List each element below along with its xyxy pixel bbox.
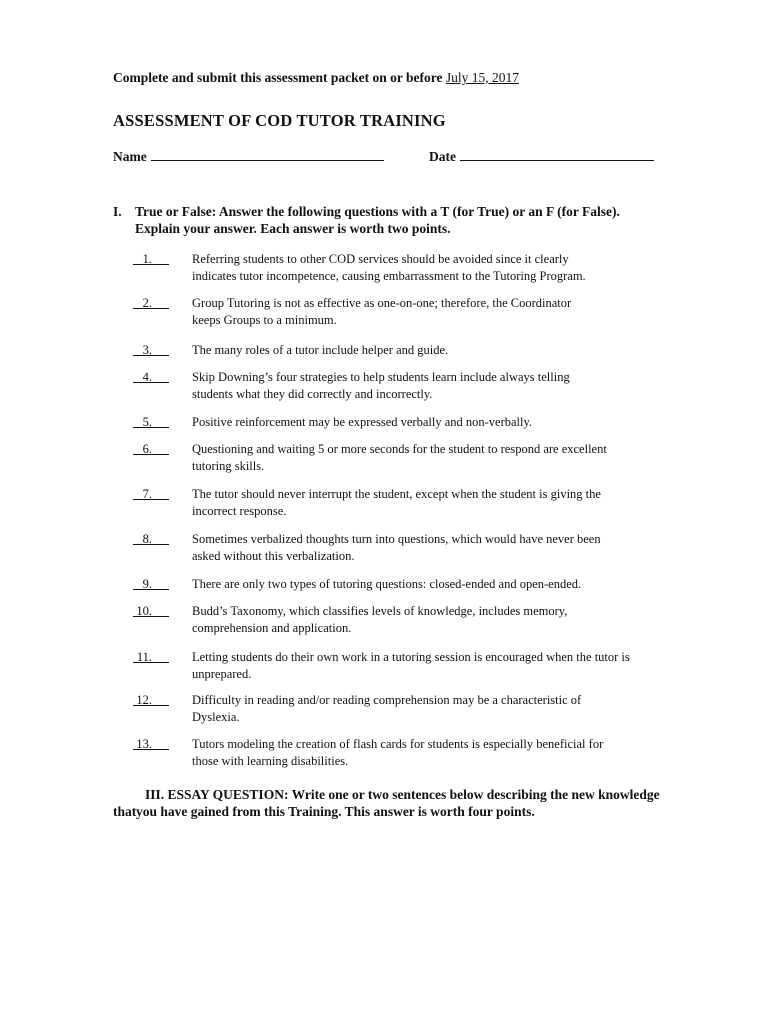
- question-line1: Skip Downing’s four strategies to help students learn include always telling: [192, 370, 570, 384]
- question-number: 8.: [142, 532, 152, 546]
- question-line1: Tutors modeling the creation of flash cards for students is especially beneficial for: [192, 737, 604, 751]
- question-line2: unprepared.: [192, 667, 252, 681]
- question-number: 5.: [142, 415, 152, 429]
- section-instruction-line2: Explain your answer. Each answer is worth two points.: [135, 221, 451, 236]
- answer-blank[interactable]: [133, 705, 169, 706]
- question-text: [192, 531, 682, 565]
- answer-blank[interactable]: [133, 499, 169, 500]
- date-label: Date: [429, 149, 456, 164]
- question-number: 12.: [136, 693, 152, 707]
- page-title: ASSESSMENT OF COD TUTOR TRAINING: [113, 111, 446, 130]
- question-line2: Dyslexia.: [192, 710, 240, 724]
- section-instruction-line1: True or False: Answer the following questions with a T (for True) or an F (for False).: [135, 204, 620, 219]
- question-text: [192, 603, 682, 637]
- question-line2: those with learning disabilities.: [192, 754, 349, 768]
- question-line1: The many roles of a tutor include helper and guide.: [192, 343, 449, 357]
- question-line2: asked without this verbalization.: [192, 549, 355, 563]
- answer-blank[interactable]: [133, 427, 169, 428]
- question-number: 4.: [142, 370, 152, 384]
- question-line1: Group Tutoring is not as effective as one-on-one; therefore, the Coordinator: [192, 296, 572, 310]
- answer-blank[interactable]: [133, 616, 169, 617]
- question-number: 11.: [136, 650, 152, 664]
- question-text: [192, 736, 682, 770]
- instruction-text: Complete and submit this assessment packet on or before: [113, 70, 443, 85]
- question-number: 7.: [142, 487, 152, 501]
- name-blank-line[interactable]: [151, 148, 384, 161]
- question-line1: Positive reinforcement may be expressed verbally and non-verbally.: [192, 415, 533, 429]
- question-text: [192, 295, 682, 329]
- question-text: [192, 692, 682, 726]
- answer-blank[interactable]: [133, 382, 169, 383]
- essay-instruction-line1: ESSAY QUESTION: Write one or two sentences below describing the new knowledge that: [113, 787, 660, 819]
- answer-blank[interactable]: [133, 749, 169, 750]
- question-line2: students what they did correctly and incorrectly.: [192, 387, 433, 401]
- question-number: 9.: [142, 577, 152, 591]
- question-line1: Budd’s Taxonomy, which classifies levels of knowledge, includes memory,: [192, 604, 568, 618]
- date-field[interactable]: [429, 148, 654, 165]
- question-number: 6.: [142, 442, 152, 456]
- date-blank-line[interactable]: [460, 148, 654, 161]
- question-line1: Sometimes verbalized thoughts turn into questions, which would have never been: [192, 532, 601, 546]
- question-line1: Questioning and waiting 5 or more seconds for the student to respond are excellent: [192, 442, 607, 456]
- question-text: [192, 369, 682, 403]
- question-line2: indicates tutor incompetence, causing embarrassment to the Tutoring Program.: [192, 269, 586, 283]
- submission-instruction: [113, 70, 519, 86]
- answer-blank[interactable]: [133, 264, 169, 265]
- question-line1: There are only two types of tutoring questions: closed-ended and open-ended.: [192, 577, 582, 591]
- question-text: [192, 486, 682, 520]
- question-number: 10.: [136, 604, 152, 618]
- question-number: 3.: [142, 343, 152, 357]
- question-number: 13.: [136, 737, 152, 751]
- essay-instruction-line2: you have gained from this Training. This answer is worth four points.: [136, 804, 535, 819]
- answer-blank[interactable]: [133, 662, 169, 663]
- question-line2: tutoring skills.: [192, 459, 265, 473]
- question-line2: incorrect response.: [192, 504, 287, 518]
- name-field[interactable]: [113, 148, 384, 165]
- question-text: [192, 576, 682, 593]
- due-date: July 15, 2017: [445, 70, 520, 85]
- question-text: [192, 251, 682, 285]
- question-text: [192, 414, 682, 431]
- answer-blank[interactable]: [133, 544, 169, 545]
- question-line1: Letting students do their own work in a tutoring session is encouraged when the tutor is: [192, 650, 630, 664]
- answer-blank[interactable]: [133, 308, 169, 309]
- question-number: 1.: [142, 252, 152, 266]
- question-text: [192, 649, 682, 683]
- section-numeral: I.: [113, 204, 122, 219]
- question-line1: Difficulty in reading and/or reading comprehension may be a characteristic of: [192, 693, 582, 707]
- answer-blank[interactable]: [133, 454, 169, 455]
- answer-blank[interactable]: [133, 355, 169, 356]
- section-numeral: III.: [145, 787, 165, 802]
- question-line1: Referring students to other COD services should be avoided since it clearly: [192, 252, 569, 266]
- question-number: 2.: [142, 296, 152, 310]
- question-text: [192, 441, 682, 475]
- question-line1: The tutor should never interrupt the student, except when the student is giving the: [192, 487, 601, 501]
- question-line2: keeps Groups to a minimum.: [192, 313, 337, 327]
- name-label: Name: [113, 149, 147, 164]
- question-text: [192, 342, 682, 359]
- answer-blank[interactable]: [133, 589, 169, 590]
- question-line2: comprehension and application.: [192, 621, 352, 635]
